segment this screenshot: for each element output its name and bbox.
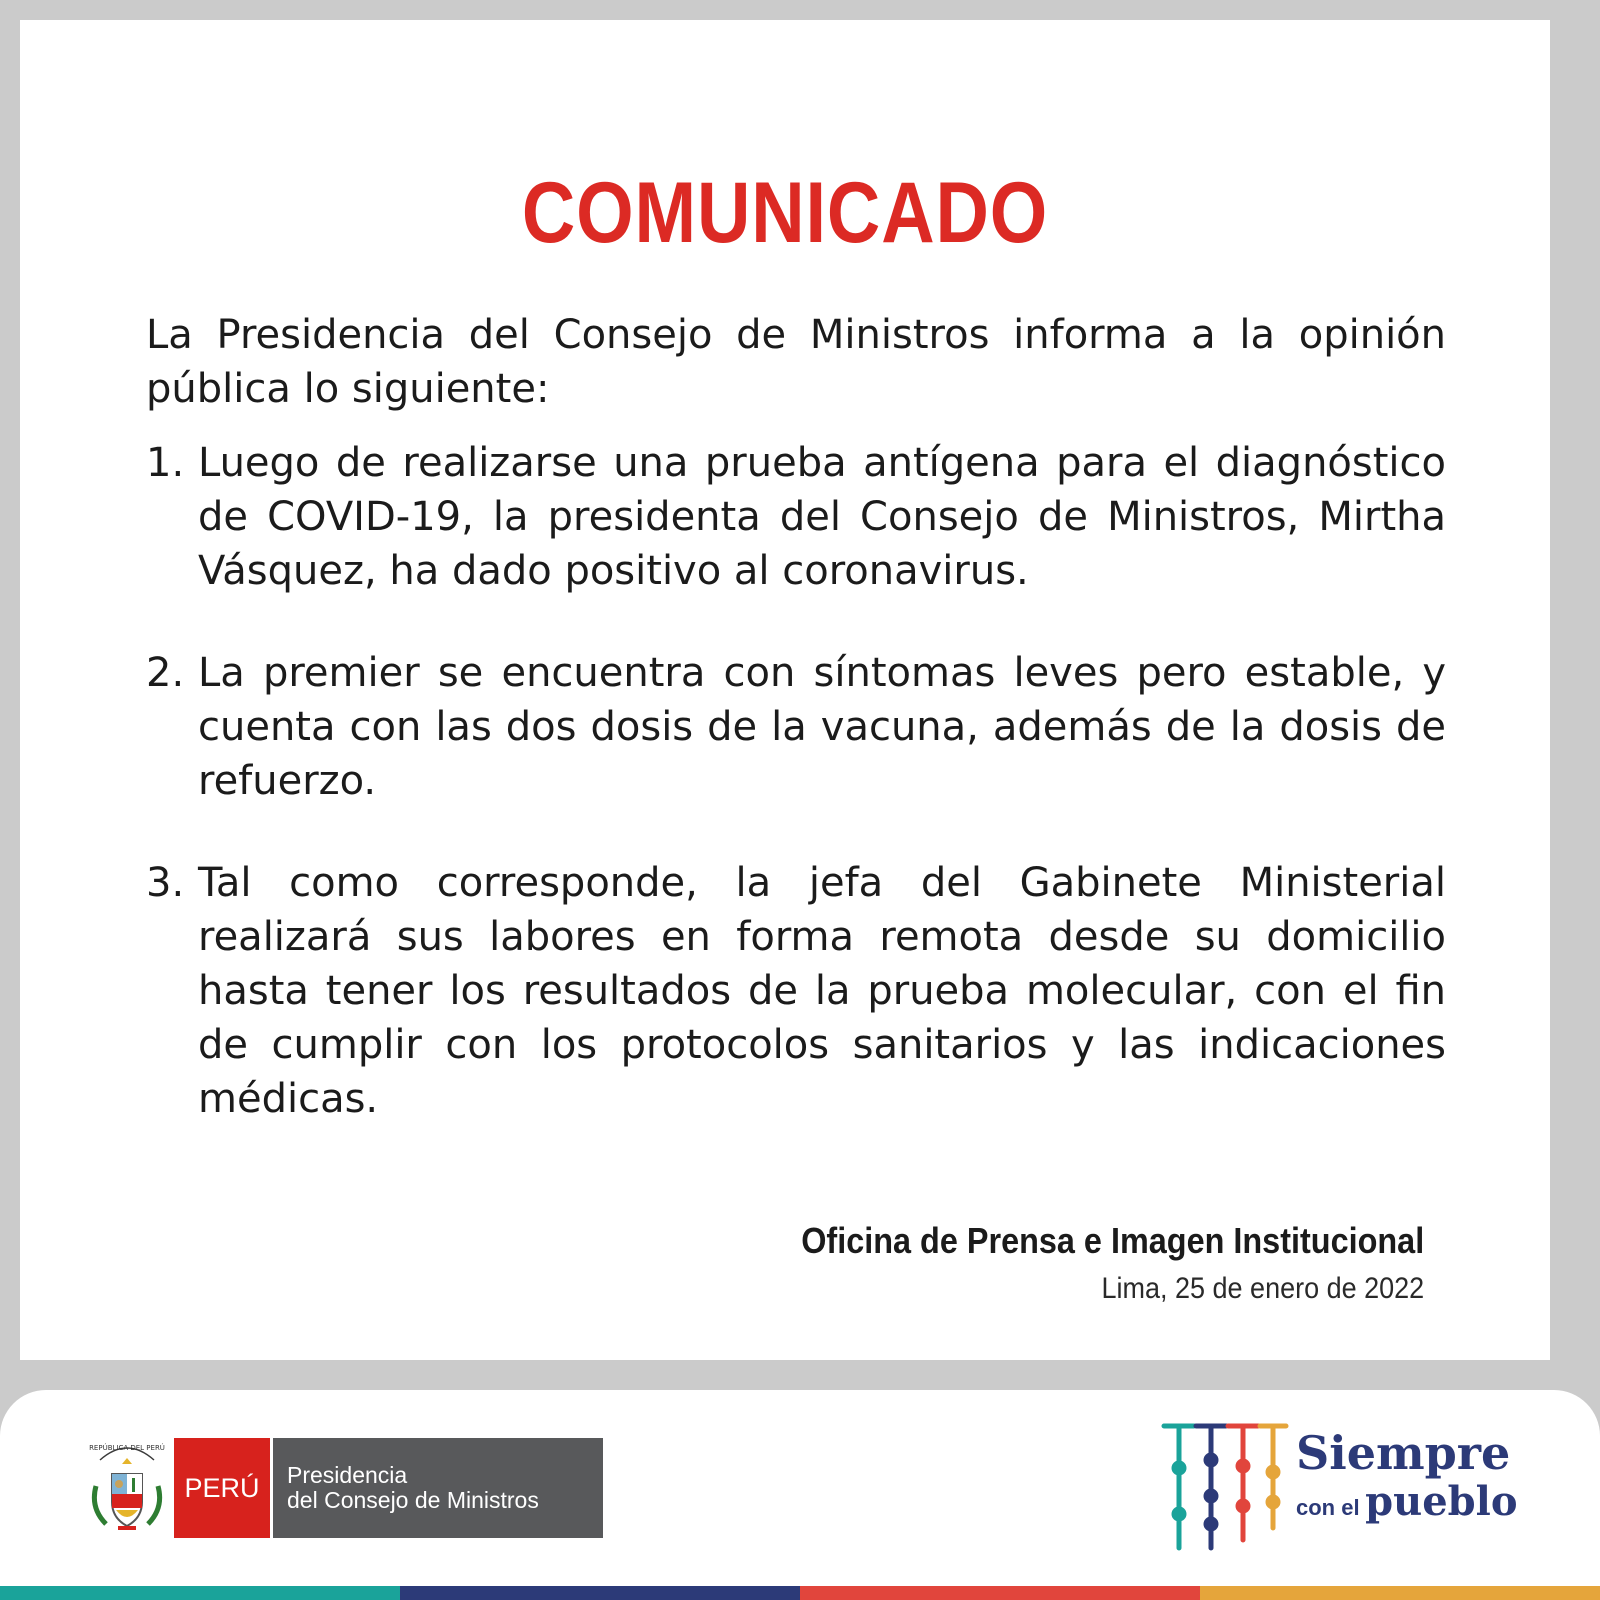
color-stripes [0,1586,1600,1600]
signature-date: Lima, 25 de enero de 2022 [1101,1272,1424,1305]
list-item [146,436,1446,598]
stripe-orange [1200,1586,1600,1600]
brand-line-2b: pueblo [1365,1478,1518,1525]
item-number: 2. [146,650,185,696]
svg-text:REPÚBLICA DEL PERÚ: REPÚBLICA DEL PERÚ [89,1444,165,1452]
communique-panel [20,20,1550,1360]
entity-line-2: del Consejo de Ministros [287,1487,539,1513]
stripe-blue [400,1586,800,1600]
chakana-pillars-icon [1160,1420,1290,1555]
brand-text [1296,1426,1518,1525]
item-text: La premier se encuentra con síntomas leves pero estable, y cuenta con las dos dosis de la vacuna, además de la dosis de refuerzo. [198,650,1446,804]
footer [0,1390,1600,1600]
communique-body [146,308,1446,1174]
item-number: 3. [146,860,185,906]
entity-line-1: Presidencia [287,1462,408,1488]
numbered-list [146,436,1446,1126]
stripe-teal [0,1586,400,1600]
signature-block [732,1220,1424,1306]
government-logo [86,1438,603,1538]
page-title: COMUNICADO [521,165,1049,261]
signature-office: Oficina de Prensa e Imagen Institucional [801,1220,1424,1261]
coat-of-arms-icon [86,1438,168,1538]
brand-line-1: Siempre [1296,1426,1511,1480]
intro-paragraph: La Presidencia del Consejo de Ministros informa a la opinión pública lo siguiente: [146,312,1446,412]
list-item [146,646,1446,808]
brand-line-2 [1296,1478,1518,1525]
stripe-red [800,1586,1200,1600]
item-text: Luego de realizarse una prueba antígena para el diagnóstico de COVID-19, la presidenta del Consejo de Ministros, Mirtha Vásquez, ha dado positivo al coronavirus. [198,440,1446,594]
item-number: 1. [146,440,185,486]
list-item [146,856,1446,1126]
peru-label: PERÚ [174,1438,270,1538]
siempre-con-el-pueblo-logo [1160,1420,1520,1555]
item-text: Tal como corresponde, la jefa del Gabinete Ministerial realizará sus labores en forma remota desde su domicilio hasta tener los resultados de la prueba molecular, con el fin de cumplir con los protocolos sanitarios y las indicaciones médicas. [198,860,1446,1122]
entity-name [273,1438,603,1538]
brand-line-2a: con el [1296,1495,1360,1520]
